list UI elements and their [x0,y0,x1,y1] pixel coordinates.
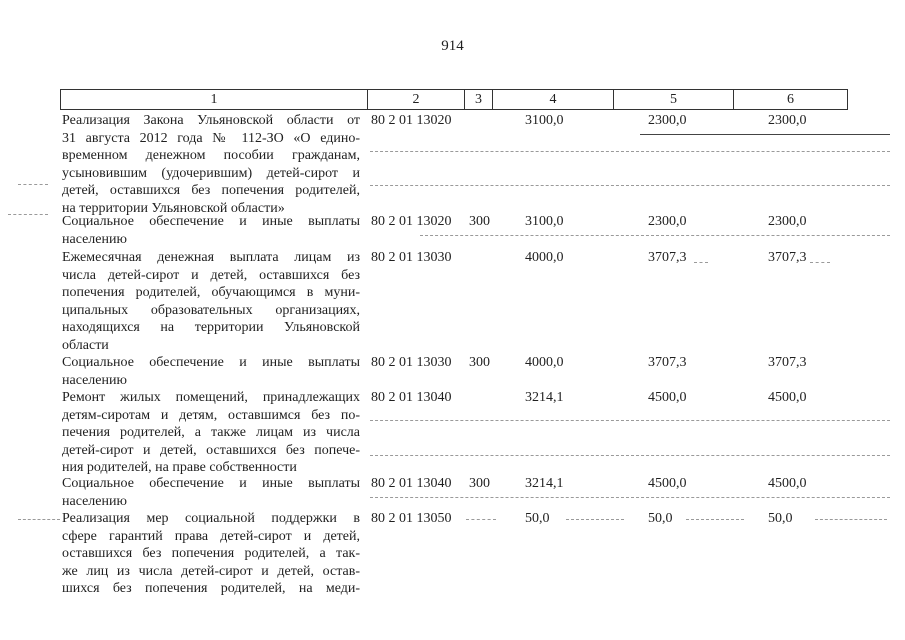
row-name-line: же лиц из числа детей-сирот и детей, остав- [62,563,360,579]
row-name-line: временном денежном пособии гражданам, [62,148,360,163]
row-name-line: Ежемесячная денежная выплата лицам из [62,250,360,265]
row-name [62,249,360,354]
row-name-line: усыновившим (удочерившим) детей-сирот и [62,165,360,181]
scan-dash-line [370,185,890,187]
header-col-1: 1 [61,90,368,109]
scan-dash-line [18,184,48,186]
row-name-line: шихся без попечения родителей, на меди- [62,581,360,596]
row-name [62,510,360,598]
row-name-line: Реализация мер социальной поддержки в [62,511,360,526]
row-name-line: Социальное обеспечение и иные выплаты [62,214,360,229]
row-name [62,475,360,510]
row-expense-type: 300 [469,355,490,370]
row-name-line: Социальное обеспечение и иные выплаты [62,476,360,491]
header-col-4: 4 [493,90,614,109]
row-code: 80 2 01 13030 [371,250,452,265]
scan-dash-line [694,262,708,264]
scan-dash-line [566,519,624,521]
scan-dash-line [370,497,890,499]
header-col-3: 3 [465,90,493,109]
row-value-col5: 2300,0 [648,214,687,229]
row-value-col5: 2300,0 [648,113,687,128]
row-name-line: Социальное обеспечение и иные выплаты [62,355,360,370]
row-value-col4: 4000,0 [525,355,564,370]
row-code: 80 2 01 13020 [371,214,452,229]
row-value-col6: 2300,0 [768,214,807,229]
row-value-col6: 4500,0 [768,390,807,405]
row-name-line: 31 августа 2012 года № 112-ЗО «О едино- [62,130,360,146]
row-name-line: оставшихся без попечения родителей, а так- [62,546,360,561]
row-name-line: ния родителей, на праве собственности [62,460,297,475]
row-value-col4: 3214,1 [525,390,564,405]
row-value-col4: 4000,0 [525,250,564,265]
row-value-col5: 3707,3 [648,355,687,370]
row-value-col4: 3214,1 [525,476,564,491]
scan-dash-line [370,455,890,457]
row-name-line: детей-сирот и детей, оставшихся без попече- [62,442,360,458]
row-code: 80 2 01 13020 [371,113,452,128]
scan-dash-line [810,262,830,264]
row-name-line: числа детей-сирот и детей, оставшихся без [62,267,360,283]
scan-dash-line [420,235,890,237]
row-code: 80 2 01 13040 [371,390,452,405]
row-name-line: детям-сиротам и детям, оставшимся без по- [62,407,360,423]
scan-dash-line [686,519,744,521]
row-value-col4: 3100,0 [525,214,564,229]
row-name-line: населению [62,493,127,509]
page-number: 914 [441,38,464,54]
header-col-6: 6 [787,92,794,107]
row-name-line: области [62,337,109,353]
row-value-col5: 4500,0 [648,390,687,405]
row-value-col4: 50,0 [525,511,550,526]
row-value-col6: 50,0 [768,511,793,526]
row-name [62,354,360,389]
row-value-col5: 50,0 [648,511,673,526]
row-name [62,213,360,248]
row-name [62,112,360,217]
row-name [62,389,360,477]
row-code: 80 2 01 13030 [371,355,452,370]
row-name-line: ципальных образовательных организациях, [62,302,360,318]
row-value-col4: 3100,0 [525,113,564,128]
row-value-col6: 2300,0 [768,113,807,128]
scan-dash-line [815,519,887,521]
row-name-line: Ремонт жилых помещений, принадлежащих [62,390,360,405]
scan-dash-line [18,519,60,521]
row-code: 80 2 01 13040 [371,476,452,491]
scan-dash-line [370,151,890,153]
row-value-col6: 3707,3 [768,250,807,265]
row-expense-type: 300 [469,214,490,229]
scan-dash-line [8,214,48,216]
row-name-line: Реализация Закона Ульяновской области от [62,113,360,128]
row-name-line: на территории Ульяновской области» [62,200,285,216]
row-name-line: находящихся на территории Ульяновской [62,320,360,335]
scan-dash-line [466,519,496,521]
row-name-line: сфере гарантий права детей-сирот и детей, [62,528,360,544]
header-col-5: 5 [614,90,734,109]
scan-dash-line [370,420,890,422]
row-name-line: детей, оставшихся без попечения родителей, [62,183,360,198]
header-col-2: 2 [368,90,465,109]
row-name-line: попечения родителей, обучающимся в муни- [62,285,360,300]
row-name-line: населению [62,372,127,388]
row-value-col5: 4500,0 [648,476,687,491]
scan-rule [640,134,890,135]
row-name-line: печения родителей, а также лицам из числа [62,425,360,440]
row-code: 80 2 01 13050 [371,511,452,526]
row-expense-type: 300 [469,476,490,491]
row-value-col6: 3707,3 [768,355,807,370]
table-header [60,89,848,110]
row-value-col5: 3707,3 [648,250,687,265]
row-name-line: населению [62,231,127,247]
row-value-col6: 4500,0 [768,476,807,491]
